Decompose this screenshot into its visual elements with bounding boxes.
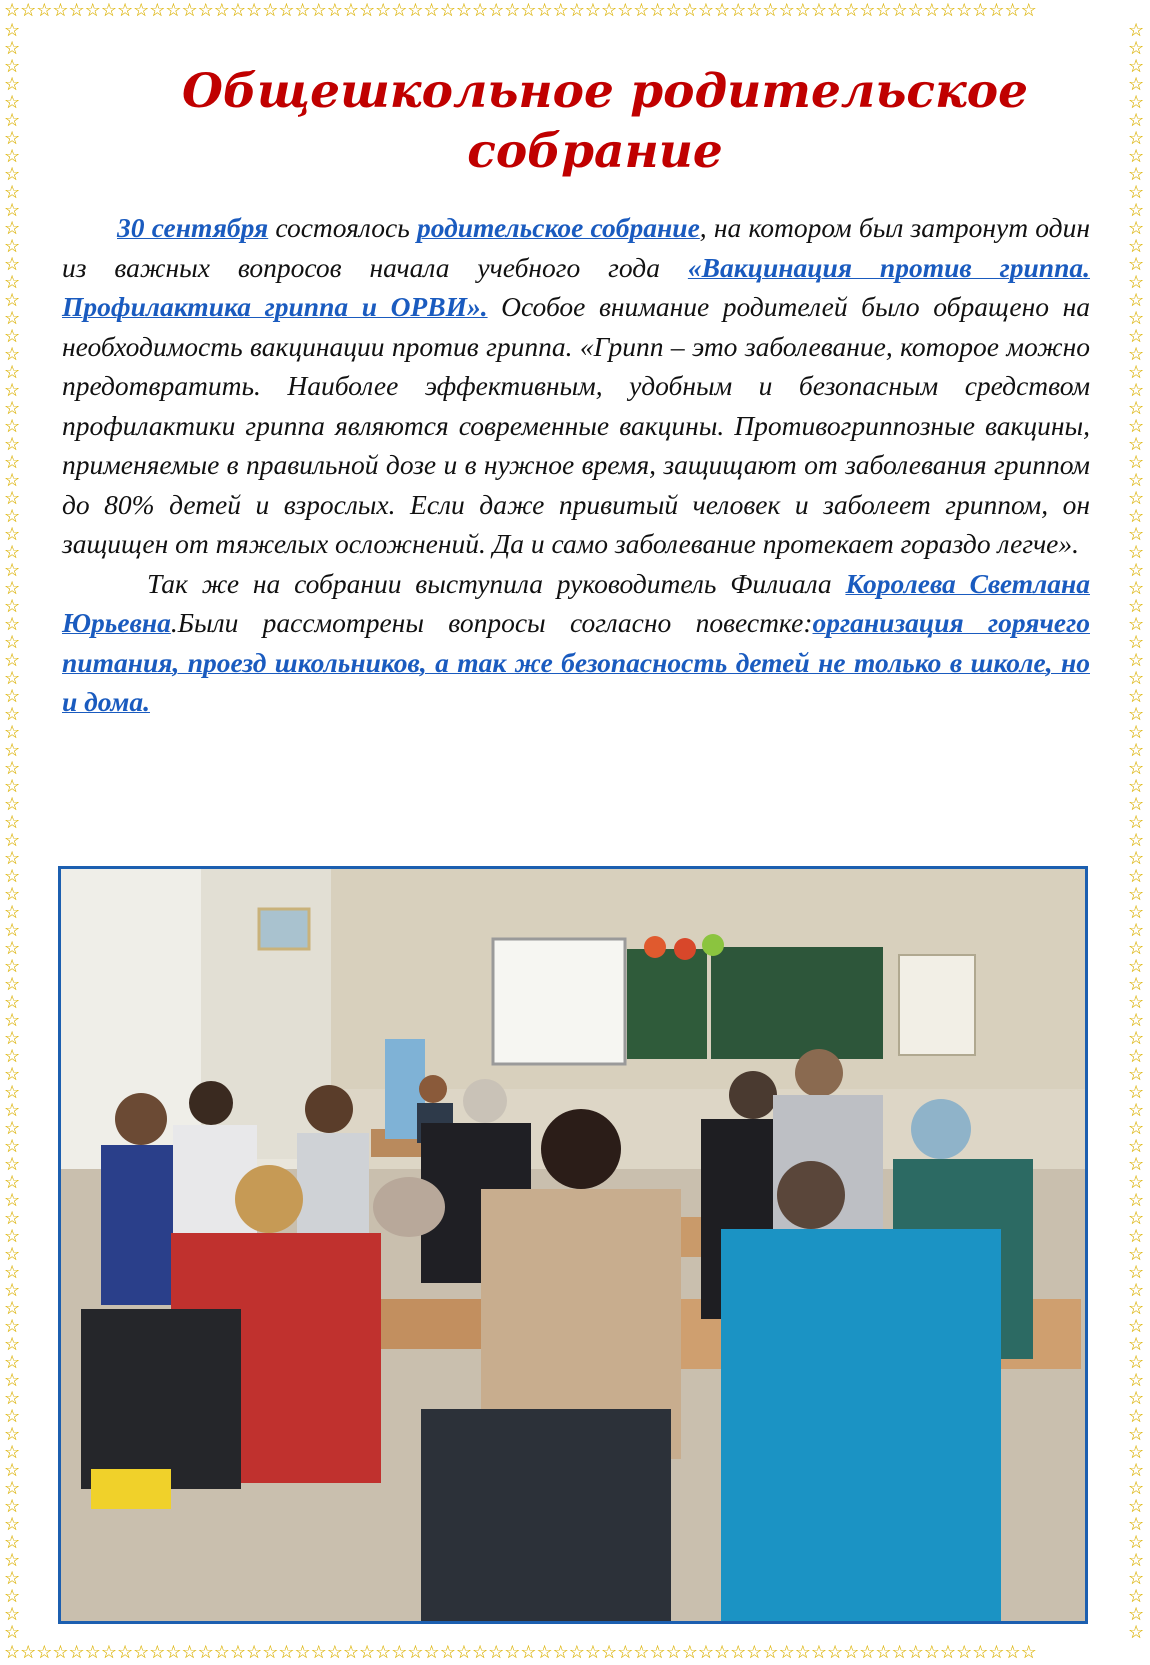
paragraph-2 (62, 564, 1090, 722)
speaker-name: Королева Светлана Юрьевна (62, 567, 1090, 638)
title-line-1: Общешкольное родительское (181, 64, 1029, 119)
agenda-items: организация горячего питания, проезд школьников, а так же безопасность детей не только в школе, но и дома. (62, 607, 1090, 717)
star-border-left: ☆☆☆☆☆☆☆☆☆☆☆☆☆☆☆☆☆☆☆☆☆☆☆☆☆☆☆☆☆☆☆☆☆☆☆☆☆☆☆☆☆☆☆☆☆☆☆☆☆☆☆☆☆☆☆☆☆☆☆☆☆☆☆☆☆☆☆☆☆☆☆☆☆☆☆☆☆☆☆☆☆☆☆☆☆☆☆☆☆☆ (4, 22, 21, 1643)
star-border-right: ☆☆☆☆☆☆☆☆☆☆☆☆☆☆☆☆☆☆☆☆☆☆☆☆☆☆☆☆☆☆☆☆☆☆☆☆☆☆☆☆☆☆☆☆☆☆☆☆☆☆☆☆☆☆☆☆☆☆☆☆☆☆☆☆☆☆☆☆☆☆☆☆☆☆☆☆☆☆☆☆☆☆☆☆☆☆☆☆☆☆ (1128, 22, 1145, 1643)
meeting-photo (58, 866, 1088, 1624)
title-line-2: собрание (467, 124, 723, 179)
paragraph-1 (62, 208, 1090, 564)
meeting-topic: «Вакцинация против гриппа. Профилактика гриппа и ОРВИ». (62, 251, 1090, 322)
star-border-bottom: ☆☆☆☆☆☆☆☆☆☆☆☆☆☆☆☆☆☆☆☆☆☆☆☆☆☆☆☆☆☆☆☆☆☆☆☆☆☆☆☆☆☆☆☆☆☆☆☆☆☆☆☆☆☆☆☆☆☆☆☆☆☆☆☆ (4, 1644, 1037, 1663)
article-body (62, 208, 1090, 722)
star-border-top: ☆☆☆☆☆☆☆☆☆☆☆☆☆☆☆☆☆☆☆☆☆☆☆☆☆☆☆☆☆☆☆☆☆☆☆☆☆☆☆☆☆☆☆☆☆☆☆☆☆☆☆☆☆☆☆☆☆☆☆☆☆☆☆☆ (4, 2, 1037, 21)
paragraph-1-text-c: Особое внимание родителей было обращено на необходимость вакцинации против гриппа. «Грипп – это заболевание, которое можно предотвратить. Наиболее эффективным, удобным и безопасным средством профилактики гриппа являются современные вакцины. Противогриппозные вакцины, применяемые в правильной дозе и в нужное время, защищают от заболевания гриппом до 80% детей и взрослых. Если даже привитый человек и заболеет гриппом, он защищен от тяжелых осложнений. Да и само заболевание протекает гораздо легче». (62, 291, 1090, 559)
paragraph-1-text-b: , на котором был затронут один из важных вопросов начала учебного года (62, 212, 1090, 283)
meeting-date: 30 сентября (117, 212, 269, 243)
event-name: родительское собрание (416, 212, 700, 243)
paragraph-2-text-b: .Были рассмотрены вопросы согласно повестке: (170, 607, 813, 638)
paragraph-2-text-a: Так же на собрании выступила руководитель Филиала (147, 567, 846, 599)
meeting-photo-illustration (61, 869, 1085, 1621)
paragraph-1-text-a: состоялось (268, 212, 417, 243)
page-title (60, 62, 1090, 182)
